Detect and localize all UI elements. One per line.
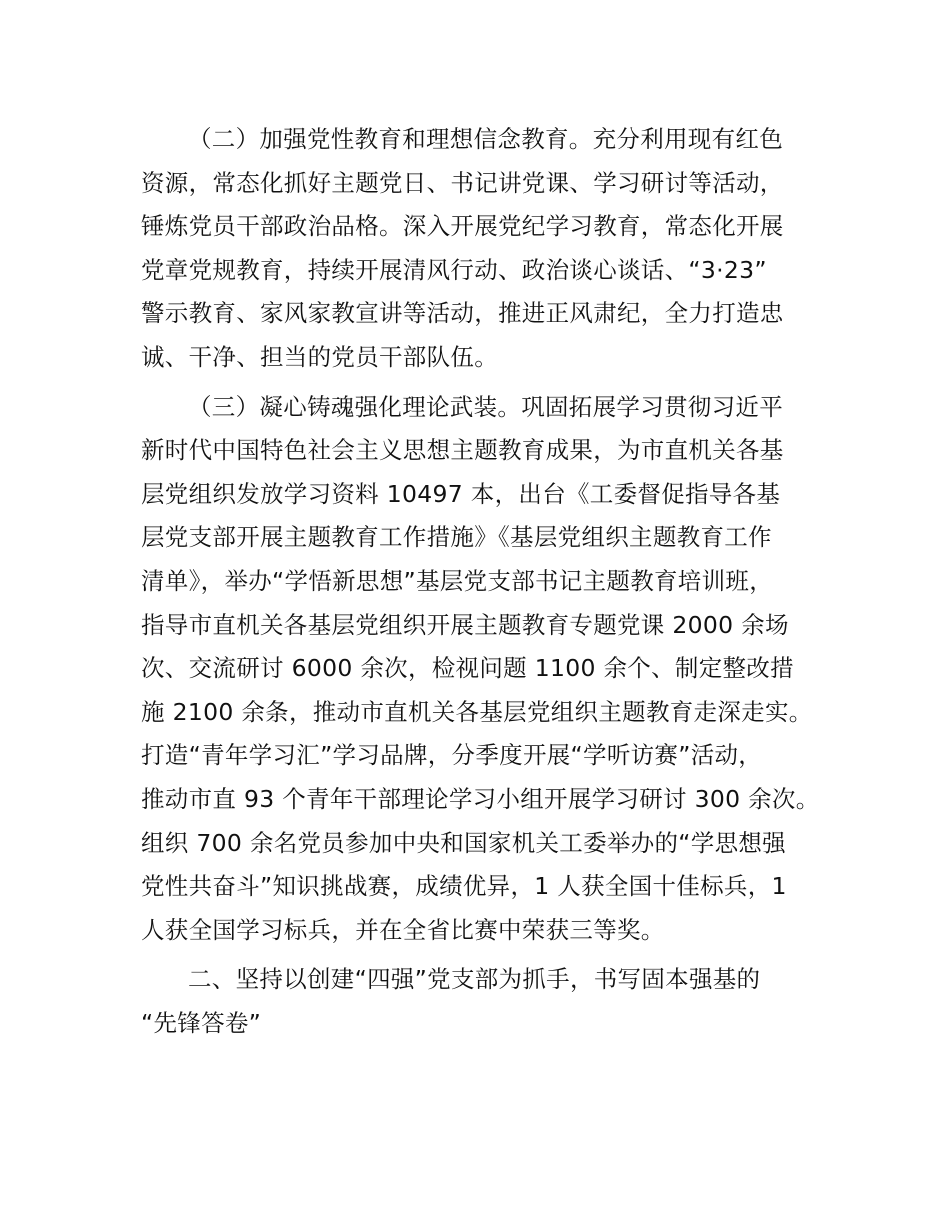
text-line: （二）加强党性教育和理想信念教育。充分利用现有红色 xyxy=(188,125,783,153)
text-line: 打造“青年学习汇”学习品牌，分季度开展“学听访赛”活动， xyxy=(141,741,763,770)
text-line: 人获全国学习标兵，并在全省比赛中荣获三等奖。 xyxy=(141,915,665,944)
text-line: 指导市直机关各基层党组织开展主题教育专题党课 2000 余场 xyxy=(141,610,789,639)
text-line: 施 2100 余条，推动市直机关各基层党组织主题教育走深走实。 xyxy=(141,697,813,726)
text-line: 层党支部开展主题教育工作措施》《基层党组织主题教育工作 xyxy=(141,523,772,552)
paragraph-section-2 xyxy=(141,118,833,380)
text-line: 警示教育、家风家教宣讲等活动，推进正风肃纪，全力打造忠 xyxy=(141,299,784,328)
text-line: 清单》，举办“学悟新思想”基层党支部书记主题教育培训班， xyxy=(141,566,773,595)
text-line: 诚、干净、担当的党员干部队伍。 xyxy=(141,342,498,371)
text-line: 党章党规教育，持续开展清风行动、政治谈心谈话、“3·23” xyxy=(141,255,767,284)
text-line: 新时代中国特色社会主义思想主题教育成果，为市直机关各基 xyxy=(141,436,784,465)
document-body xyxy=(141,118,833,1045)
text-line: （三）凝心铸魂强化理论武装。巩固拓展学习贯彻习近平 xyxy=(188,392,783,421)
text-line: 次、交流研讨 6000 余次，检视问题 1100 余个、制定整改措 xyxy=(141,654,794,683)
text-line: 资源，常态化抓好主题党日、书记讲党课、学习研讨等活动， xyxy=(141,168,784,197)
heading-line: “先锋答卷” xyxy=(141,1008,262,1037)
text-line: 组织 700 余名党员参加中央和国家机关工委举办的“学思想强 xyxy=(141,828,786,857)
text-line: 锤炼党员干部政治品格。深入开展党纪学习教育，常态化开展 xyxy=(141,212,784,241)
text-line: 推动市直 93 个青年干部理论学习小组开展学习研讨 300 余次。 xyxy=(141,784,820,813)
text-line: 层党组织发放学习资料 10497 本，出台《工委督促指导各基 xyxy=(141,479,781,508)
paragraph-section-3 xyxy=(141,386,833,953)
heading-line: 二、坚持以创建“四强”党支部为抓手，书写固本强基的 xyxy=(188,965,761,994)
text-line: 党性共奋斗”知识挑战赛，成绩优异，1 人获全国十佳标兵，1 xyxy=(141,872,787,901)
section-heading-2 xyxy=(141,958,833,1045)
